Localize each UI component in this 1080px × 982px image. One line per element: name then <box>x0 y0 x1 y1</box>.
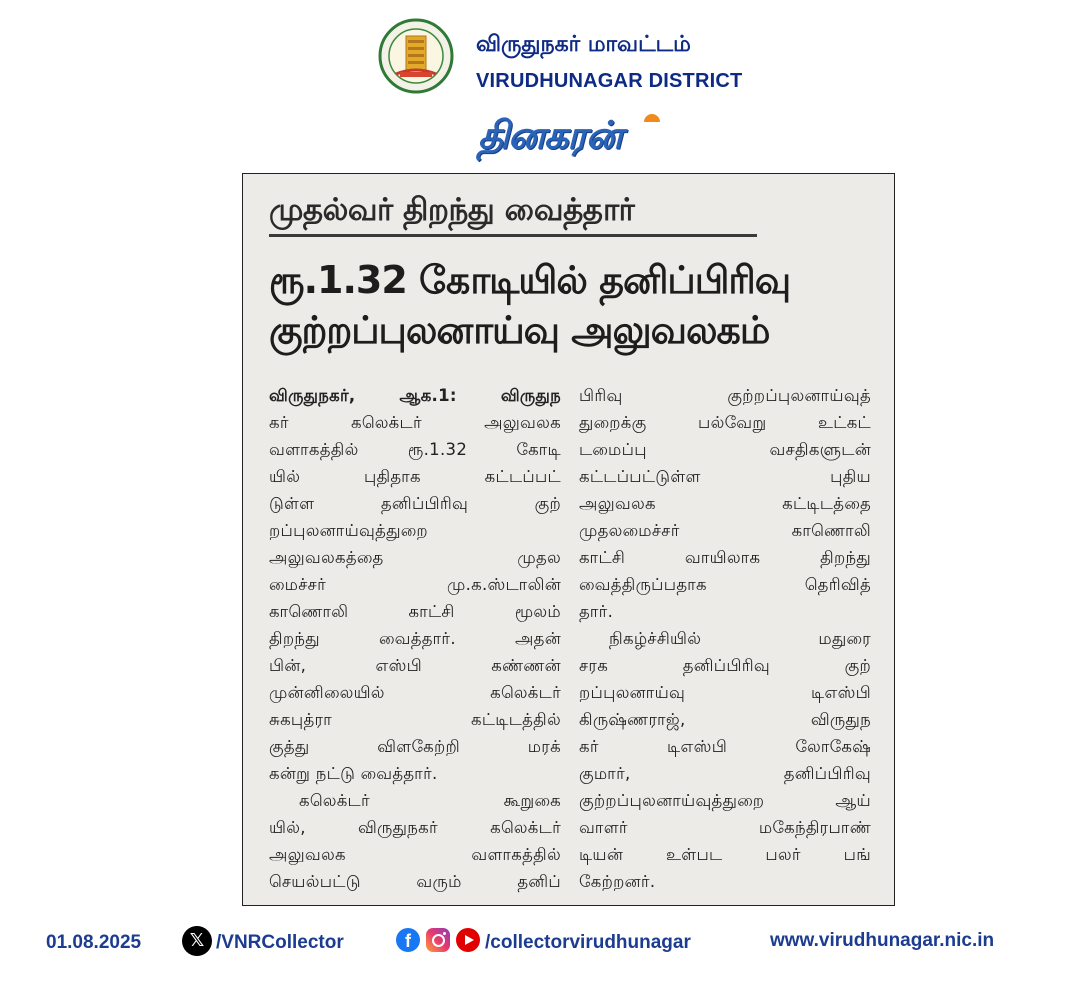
body-line: டமைப்பு வசதிகளுடன் <box>579 440 871 459</box>
instagram-icon[interactable] <box>426 928 450 952</box>
body-line: கர் கலெக்டர் அலுவலக <box>269 413 561 432</box>
kicker-text: முதல்வர் திறந்து வைத்தார் <box>269 192 635 228</box>
body-line: செயல்பட்டு வரும் தனிப் <box>269 872 561 891</box>
body-line: திறந்து வைத்தார். அதன் <box>269 629 561 648</box>
page-footer <box>0 920 1080 970</box>
body-line: டுள்ள தனிப்பிரிவு குற் <box>269 494 561 513</box>
social-handle-link[interactable]: /collectorvirudhunagar <box>485 932 691 953</box>
district-name-tamil: விருதுநகர் மாவட்டம் <box>476 32 691 57</box>
district-name-english: VIRUDHUNAGAR DISTRICT <box>476 70 743 92</box>
body-line: தார். <box>579 602 614 621</box>
body-line: மைச்சர் மு.க.ஸ்டாலின் <box>269 575 561 594</box>
body-line: பின், எஸ்பி கண்ணன் <box>269 656 561 675</box>
facebook-icon[interactable]: f <box>396 928 420 952</box>
article-kicker <box>269 192 757 237</box>
body-line: வைத்திருப்பதாக தெரிவித் <box>579 575 871 594</box>
youtube-icon[interactable] <box>456 928 480 952</box>
sun-icon <box>642 110 662 130</box>
body-line: யில், விருதுநகர் கலெக்டர் <box>269 818 561 837</box>
newspaper-logo <box>470 106 700 166</box>
dateline: விருதுநகர், ஆக.1: விருதுந <box>269 386 561 405</box>
body-line: கேற்றனர். <box>579 872 656 891</box>
tamil-nadu-emblem-icon <box>378 18 454 94</box>
body-line: கலெக்டர் கூறுகை <box>299 791 561 810</box>
body-line: சரக தனிப்பிரிவு குற் <box>579 656 871 675</box>
body-line: காணொலி காட்சி மூலம் <box>269 602 561 621</box>
body-line: கிருஷ்ணராஜ், விருதுந <box>579 710 871 729</box>
website-link[interactable]: www.virudhunagar.nic.in <box>770 930 995 951</box>
body-line: றப்புலனாய்வுத்துறை <box>269 521 428 540</box>
body-line: குமார், தனிப்பிரிவு <box>579 764 871 783</box>
newspaper-name: தினகரன் <box>478 112 622 157</box>
body-line: குற்றப்புலனாய்வுத்துறை ஆய் <box>579 791 871 810</box>
x-handle-link[interactable]: /VNRCollector <box>216 932 344 953</box>
body-line: வளாகத்தில் ரூ.1.32 கோடி <box>269 440 561 459</box>
page-header <box>0 0 1080 170</box>
article-column-left <box>269 382 561 895</box>
x-icon[interactable]: 𝕏 <box>182 926 212 956</box>
body-line: அலுவலக கட்டிடத்தை <box>579 494 871 513</box>
body-line: அலுவலக வளாகத்தில் <box>269 845 561 864</box>
body-line: நிகழ்ச்சியில் மதுரை <box>609 629 871 648</box>
body-line: டியன் உள்பட பலர் பங் <box>579 845 871 864</box>
body-line: கட்டப்பட்டுள்ள புதிய <box>579 467 871 486</box>
body-line: சுகபுத்ரா கட்டிடத்தில் <box>269 710 561 729</box>
body-line: கன்று நட்டு வைத்தார். <box>269 764 438 783</box>
body-line: அலுவலகத்தை முதல <box>269 548 561 567</box>
body-line: றப்புலனாய்வு டிஎஸ்பி <box>579 683 871 702</box>
post-date: 01.08.2025 <box>46 932 142 953</box>
headline-line-2: குற்றப்புலனாய்வு அலுவலகம் <box>269 308 770 352</box>
body-line: வாளர் மகேந்திரபாண் <box>579 818 871 837</box>
article-column-right <box>579 382 871 895</box>
body-line: முதலமைச்சர் காணொலி <box>579 521 871 540</box>
body-line: குத்து விளகேற்றி மரக் <box>269 737 561 756</box>
body-line: யில் புதிதாக கட்டப்பட் <box>269 467 561 486</box>
newspaper-clipping <box>242 173 895 906</box>
body-line: காட்சி வாயிலாக திறந்து <box>579 548 871 567</box>
body-line: பிரிவு குற்றப்புலனாய்வுத் <box>579 386 871 405</box>
body-line: கர் டிஎஸ்பி லோகேஷ் <box>579 737 871 756</box>
body-line: துறைக்கு பல்வேறு உட்கட் <box>579 413 871 432</box>
headline-line-1: ரூ.1.32 கோடியில் தனிப்பிரிவு <box>269 258 791 302</box>
body-line: முன்னிலையில் கலெக்டர் <box>269 683 561 702</box>
